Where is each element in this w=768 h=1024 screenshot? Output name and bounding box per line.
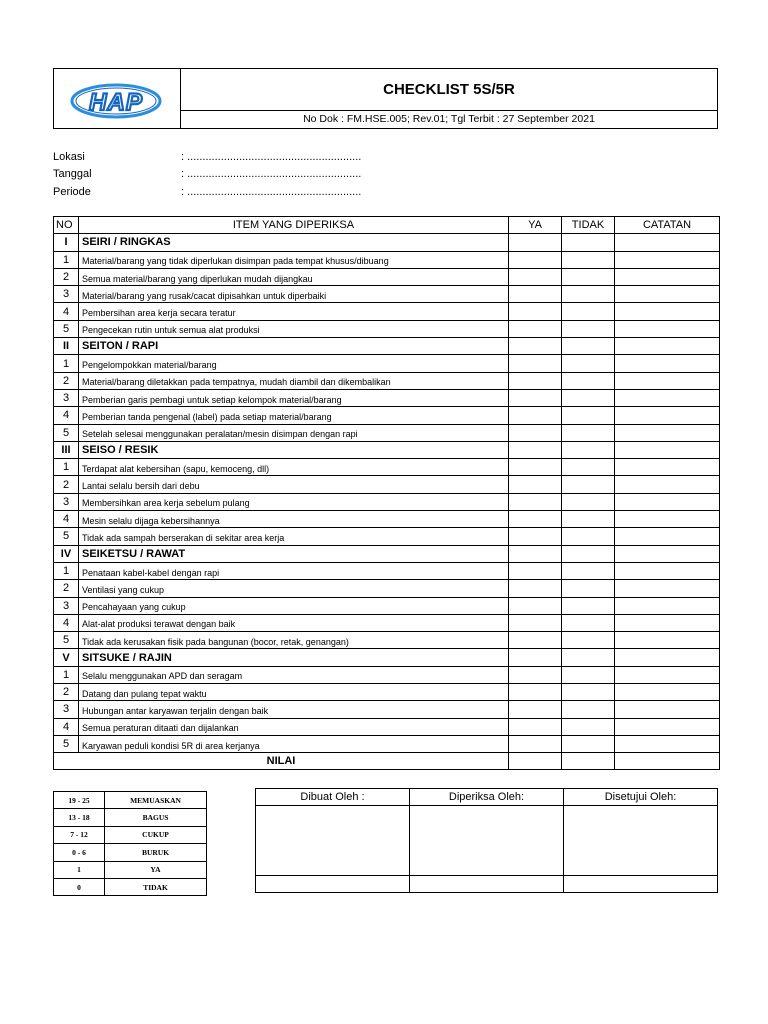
catatan-cell[interactable] <box>615 614 720 631</box>
sig-diperiksa-name[interactable] <box>410 876 564 893</box>
item-description <box>79 614 509 631</box>
section-number: I <box>54 234 79 251</box>
catatan-cell[interactable] <box>615 511 720 528</box>
table-row <box>54 632 720 649</box>
legend-label: BAGUS <box>105 809 207 826</box>
tidak-cell[interactable] <box>562 234 615 251</box>
section-title: SEISO / RESIK <box>79 441 509 458</box>
ya-cell[interactable] <box>509 580 562 597</box>
item-number: 5 <box>54 735 79 752</box>
sig-dibuat-label: Dibuat Oleh : <box>256 789 410 806</box>
ya-cell[interactable] <box>509 286 562 303</box>
catatan-cell[interactable] <box>615 701 720 718</box>
item-number: 2 <box>54 684 79 701</box>
tidak-cell[interactable] <box>562 303 615 320</box>
item-description <box>79 666 509 683</box>
info-fields <box>53 148 361 201</box>
table-row <box>54 303 720 320</box>
section-number: IV <box>54 545 79 562</box>
ya-cell[interactable] <box>509 320 562 337</box>
section-row <box>54 234 720 251</box>
item-text: Material/barang diletakkan pada tempatnya, mudah diambil dan dikembalikan <box>82 377 391 388</box>
legend-label: MEMUASKAN <box>105 792 207 809</box>
item-number: 2 <box>54 580 79 597</box>
table-row <box>54 735 720 752</box>
item-number: 5 <box>54 632 79 649</box>
item-number: 2 <box>54 268 79 285</box>
item-text: Alat-alat produksi terawat dengan baik <box>82 619 236 630</box>
legend-range: 0 <box>54 878 105 895</box>
field-label: Lokasi <box>53 150 85 163</box>
sig-disetujui-box[interactable] <box>564 806 718 876</box>
item-number: 5 <box>54 528 79 545</box>
item-text: Penataan kabel-kabel dengan rapi <box>82 567 220 578</box>
section-number: III <box>54 441 79 458</box>
item-text: Lantai selalu bersih dari debu <box>82 481 200 492</box>
item-description <box>79 268 509 285</box>
ya-cell[interactable] <box>509 528 562 545</box>
item-number: 2 <box>54 372 79 389</box>
item-description <box>79 580 509 597</box>
table-row <box>54 718 720 735</box>
legend-label: CUKUP <box>105 826 207 843</box>
tidak-cell[interactable] <box>562 338 615 355</box>
item-text: Pembersihan area kerja secara teratur <box>82 308 236 319</box>
tidak-cell[interactable] <box>562 441 615 458</box>
table-row <box>54 389 720 406</box>
tidak-cell[interactable] <box>562 528 615 545</box>
ya-cell[interactable] <box>509 614 562 631</box>
item-number: 3 <box>54 286 79 303</box>
item-description <box>79 493 509 510</box>
item-text: Hubungan antar karyawan terjalin dengan baik <box>82 705 269 716</box>
ya-cell[interactable] <box>509 268 562 285</box>
ya-cell[interactable] <box>509 493 562 510</box>
catatan-cell[interactable] <box>615 251 720 268</box>
item-description <box>79 597 509 614</box>
legend-label: YA <box>105 861 207 878</box>
table-row <box>54 372 720 389</box>
sig-diperiksa-box[interactable] <box>410 806 564 876</box>
field-value[interactable]: : ......................................................... <box>181 168 362 181</box>
tidak-cell[interactable] <box>562 511 615 528</box>
catatan-cell[interactable] <box>615 580 720 597</box>
tidak-cell[interactable] <box>562 597 615 614</box>
catatan-cell[interactable] <box>615 735 720 752</box>
item-text: Karyawan peduli kondisi 5R di area kerjanya <box>82 740 260 751</box>
table-row <box>54 493 720 510</box>
item-number: 3 <box>54 389 79 406</box>
legend-range: 19 - 25 <box>54 792 105 809</box>
table-row <box>54 459 720 476</box>
sig-dibuat-box[interactable] <box>256 806 410 876</box>
tidak-cell[interactable] <box>562 407 615 424</box>
section-title: SEIKETSU / RAWAT <box>79 545 509 562</box>
legend-row <box>54 826 207 843</box>
item-text: Tidak ada sampah berserakan di sekitar area kerja <box>82 532 285 543</box>
ya-cell[interactable] <box>509 597 562 614</box>
tidak-cell[interactable] <box>562 493 615 510</box>
item-description <box>79 459 509 476</box>
tidak-cell[interactable] <box>562 355 615 372</box>
item-text: Tidak ada kerusakan fisik pada bangunan (bocor, retak, genangan) <box>82 636 349 647</box>
sig-diperiksa-label: Diperiksa Oleh: <box>410 789 564 806</box>
ya-cell[interactable] <box>509 234 562 251</box>
item-number: 4 <box>54 511 79 528</box>
field-label: Tanggal <box>53 168 92 181</box>
nilai-catatan-cell[interactable] <box>615 753 720 770</box>
ya-cell[interactable] <box>509 684 562 701</box>
ya-cell[interactable] <box>509 459 562 476</box>
catatan-cell[interactable] <box>615 286 720 303</box>
legend-range: 0 - 6 <box>54 844 105 861</box>
ya-cell[interactable] <box>509 701 562 718</box>
item-description <box>79 701 509 718</box>
table-row <box>54 597 720 614</box>
table-row <box>54 476 720 493</box>
legend-row <box>54 861 207 878</box>
catatan-cell[interactable] <box>615 476 720 493</box>
table-row <box>54 562 720 579</box>
item-description <box>79 372 509 389</box>
item-description <box>79 389 509 406</box>
legend-row <box>54 878 207 895</box>
tidak-cell[interactable] <box>562 684 615 701</box>
item-text: Pemberian tanda pengenal (label) pada setiap material/barang <box>82 411 332 422</box>
tidak-cell[interactable] <box>562 268 615 285</box>
item-number: 3 <box>54 701 79 718</box>
tidak-cell[interactable] <box>562 562 615 579</box>
tidak-cell[interactable] <box>562 649 615 666</box>
table-row <box>54 251 720 268</box>
item-text: Datang dan pulang tepat waktu <box>82 688 207 699</box>
field-label: Periode <box>53 185 91 198</box>
table-row <box>54 684 720 701</box>
catatan-cell[interactable] <box>615 684 720 701</box>
table-header-row <box>54 217 720 234</box>
ya-cell[interactable] <box>509 735 562 752</box>
item-number: 2 <box>54 476 79 493</box>
item-text: Pemberian garis pembagi untuk setiap kelompok material/barang <box>82 394 342 405</box>
catatan-cell[interactable] <box>615 355 720 372</box>
tidak-cell[interactable] <box>562 718 615 735</box>
tidak-cell[interactable] <box>562 580 615 597</box>
item-description <box>79 286 509 303</box>
col-header-tidak: TIDAK <box>562 217 615 234</box>
item-description <box>79 424 509 441</box>
catatan-cell[interactable] <box>615 666 720 683</box>
nilai-ya-cell[interactable] <box>509 753 562 770</box>
score-legend <box>53 791 207 896</box>
legend-label: TIDAK <box>105 878 207 895</box>
tidak-cell[interactable] <box>562 251 615 268</box>
legend-range: 13 - 18 <box>54 809 105 826</box>
nilai-label: NILAI <box>54 753 509 770</box>
item-description <box>79 562 509 579</box>
col-header-no: NO <box>54 217 79 234</box>
section-row <box>54 338 720 355</box>
table-row <box>54 580 720 597</box>
tidak-cell[interactable] <box>562 389 615 406</box>
tidak-cell[interactable] <box>562 320 615 337</box>
tidak-cell[interactable] <box>562 614 615 631</box>
catatan-cell[interactable] <box>615 718 720 735</box>
tidak-cell[interactable] <box>562 459 615 476</box>
item-text: Pencahayaan yang cukup <box>82 602 186 613</box>
catatan-cell[interactable] <box>615 441 720 458</box>
catatan-cell[interactable] <box>615 389 720 406</box>
ya-cell[interactable] <box>509 545 562 562</box>
item-number: 5 <box>54 424 79 441</box>
item-number: 4 <box>54 303 79 320</box>
ya-cell[interactable] <box>509 632 562 649</box>
item-text: Terdapat alat kebersihan (sapu, kemoceng, dll) <box>82 463 270 474</box>
ya-cell[interactable] <box>509 407 562 424</box>
company-logo <box>54 69 179 128</box>
field-periode <box>53 183 361 201</box>
tidak-cell[interactable] <box>562 701 615 718</box>
table-row <box>54 355 720 372</box>
table-row <box>54 424 720 441</box>
sig-disetujui-label: Disetujui Oleh: <box>564 789 718 806</box>
table-row <box>54 528 720 545</box>
sig-disetujui-name[interactable] <box>564 876 718 893</box>
section-row <box>54 545 720 562</box>
table-row <box>54 286 720 303</box>
catatan-cell[interactable] <box>615 303 720 320</box>
tidak-cell[interactable] <box>562 372 615 389</box>
ya-cell[interactable] <box>509 389 562 406</box>
catatan-cell[interactable] <box>615 234 720 251</box>
ya-cell[interactable] <box>509 303 562 320</box>
item-text: Semua material/barang yang diperlukan mudah dijangkau <box>82 273 313 284</box>
catatan-cell[interactable] <box>615 649 720 666</box>
section-number: II <box>54 338 79 355</box>
item-description <box>79 407 509 424</box>
logo-cell <box>54 69 181 128</box>
field-lokasi <box>53 148 361 166</box>
table-row <box>54 614 720 631</box>
item-text: Material/barang yang rusak/cacat dipisahkan untuk diperbaiki <box>82 290 327 301</box>
item-description <box>79 303 509 320</box>
tidak-cell[interactable] <box>562 476 615 493</box>
item-text: Pengecekan rutin untuk semua alat produksi <box>82 325 260 336</box>
ya-cell[interactable] <box>509 666 562 683</box>
checklist-body <box>54 234 720 770</box>
item-text: Mesin selalu dijaga kebersihannya <box>82 515 220 526</box>
item-description <box>79 476 509 493</box>
legend-range: 7 - 12 <box>54 826 105 843</box>
field-value[interactable]: : ......................................................... <box>181 185 362 198</box>
catatan-cell[interactable] <box>615 545 720 562</box>
document-header <box>53 68 718 129</box>
item-number: 1 <box>54 355 79 372</box>
catatan-cell[interactable] <box>615 424 720 441</box>
item-text: Semua peraturan ditaati dan dijalankan <box>82 723 239 734</box>
item-description <box>79 735 509 752</box>
item-text: Pengelompokkan material/barang <box>82 360 217 371</box>
signature-table <box>255 788 718 893</box>
catatan-cell[interactable] <box>615 338 720 355</box>
item-number: 1 <box>54 562 79 579</box>
section-title: SEITON / RAPI <box>79 338 509 355</box>
item-number: 3 <box>54 597 79 614</box>
nilai-row <box>54 753 720 770</box>
item-number: 4 <box>54 718 79 735</box>
catatan-cell[interactable] <box>615 320 720 337</box>
catatan-cell[interactable] <box>615 597 720 614</box>
section-row <box>54 441 720 458</box>
table-row <box>54 701 720 718</box>
legend-row <box>54 792 207 809</box>
table-row <box>54 407 720 424</box>
tidak-cell[interactable] <box>562 735 615 752</box>
item-number: 5 <box>54 320 79 337</box>
catatan-cell[interactable] <box>615 459 720 476</box>
catatan-cell[interactable] <box>615 528 720 545</box>
item-number: 1 <box>54 459 79 476</box>
item-number: 3 <box>54 493 79 510</box>
item-text: Membersihkan area kerja sebelum pulang <box>82 498 250 509</box>
item-description <box>79 251 509 268</box>
tidak-cell[interactable] <box>562 545 615 562</box>
item-description <box>79 528 509 545</box>
col-header-catatan: CATATAN <box>615 217 720 234</box>
legend-range: 1 <box>54 861 105 878</box>
ya-cell[interactable] <box>509 718 562 735</box>
section-number: V <box>54 649 79 666</box>
checklist-table <box>53 216 720 770</box>
legend-row <box>54 844 207 861</box>
item-text: Setelah selesai menggunakan peralatan/mesin disimpan dengan rapi <box>82 429 358 440</box>
document-title: CHECKLIST 5S/5R <box>181 69 717 111</box>
item-description <box>79 355 509 372</box>
ya-cell[interactable] <box>509 355 562 372</box>
tidak-cell[interactable] <box>562 286 615 303</box>
tidak-cell[interactable] <box>562 666 615 683</box>
ya-cell[interactable] <box>509 649 562 666</box>
item-description <box>79 684 509 701</box>
legend-label: BURUK <box>105 844 207 861</box>
ya-cell[interactable] <box>509 372 562 389</box>
item-description <box>79 632 509 649</box>
ya-cell[interactable] <box>509 424 562 441</box>
legend-row <box>54 809 207 826</box>
ya-cell[interactable] <box>509 251 562 268</box>
document-number: No Dok : FM.HSE.005; Rev.01; Tgl Terbit : 27 September 2021 <box>303 113 595 125</box>
ya-cell[interactable] <box>509 338 562 355</box>
nilai-tidak-cell[interactable] <box>562 753 615 770</box>
item-text: Ventilasi yang cukup <box>82 584 165 595</box>
logo-text: HAP <box>89 89 143 116</box>
item-text: Selalu menggunakan APD dan seragam <box>82 671 243 682</box>
item-number: 4 <box>54 407 79 424</box>
catatan-cell[interactable] <box>615 562 720 579</box>
catatan-cell[interactable] <box>615 268 720 285</box>
item-number: 1 <box>54 251 79 268</box>
field-tanggal <box>53 166 361 184</box>
field-value[interactable]: : ......................................................... <box>181 150 362 163</box>
col-header-ya: YA <box>509 217 562 234</box>
tidak-cell[interactable] <box>562 632 615 649</box>
table-row <box>54 320 720 337</box>
section-row <box>54 649 720 666</box>
ya-cell[interactable] <box>509 476 562 493</box>
item-text: Material/barang yang tidak diperlukan disimpan pada tempat khusus/dibuang <box>82 256 389 267</box>
table-row <box>54 511 720 528</box>
section-title: SEIRI / RINGKAS <box>79 234 509 251</box>
item-number: 4 <box>54 614 79 631</box>
ya-cell[interactable] <box>509 511 562 528</box>
table-row <box>54 268 720 285</box>
item-description <box>79 511 509 528</box>
catatan-cell[interactable] <box>615 407 720 424</box>
item-number: 1 <box>54 666 79 683</box>
item-description <box>79 718 509 735</box>
catatan-cell[interactable] <box>615 493 720 510</box>
ya-cell[interactable] <box>509 562 562 579</box>
ya-cell[interactable] <box>509 441 562 458</box>
col-header-item: ITEM YANG DIPERIKSA <box>79 217 509 234</box>
item-description <box>79 320 509 337</box>
catatan-cell[interactable] <box>615 632 720 649</box>
catatan-cell[interactable] <box>615 372 720 389</box>
table-row <box>54 666 720 683</box>
sig-dibuat-name[interactable] <box>256 876 410 893</box>
tidak-cell[interactable] <box>562 424 615 441</box>
section-title: SITSUKE / RAJIN <box>79 649 509 666</box>
